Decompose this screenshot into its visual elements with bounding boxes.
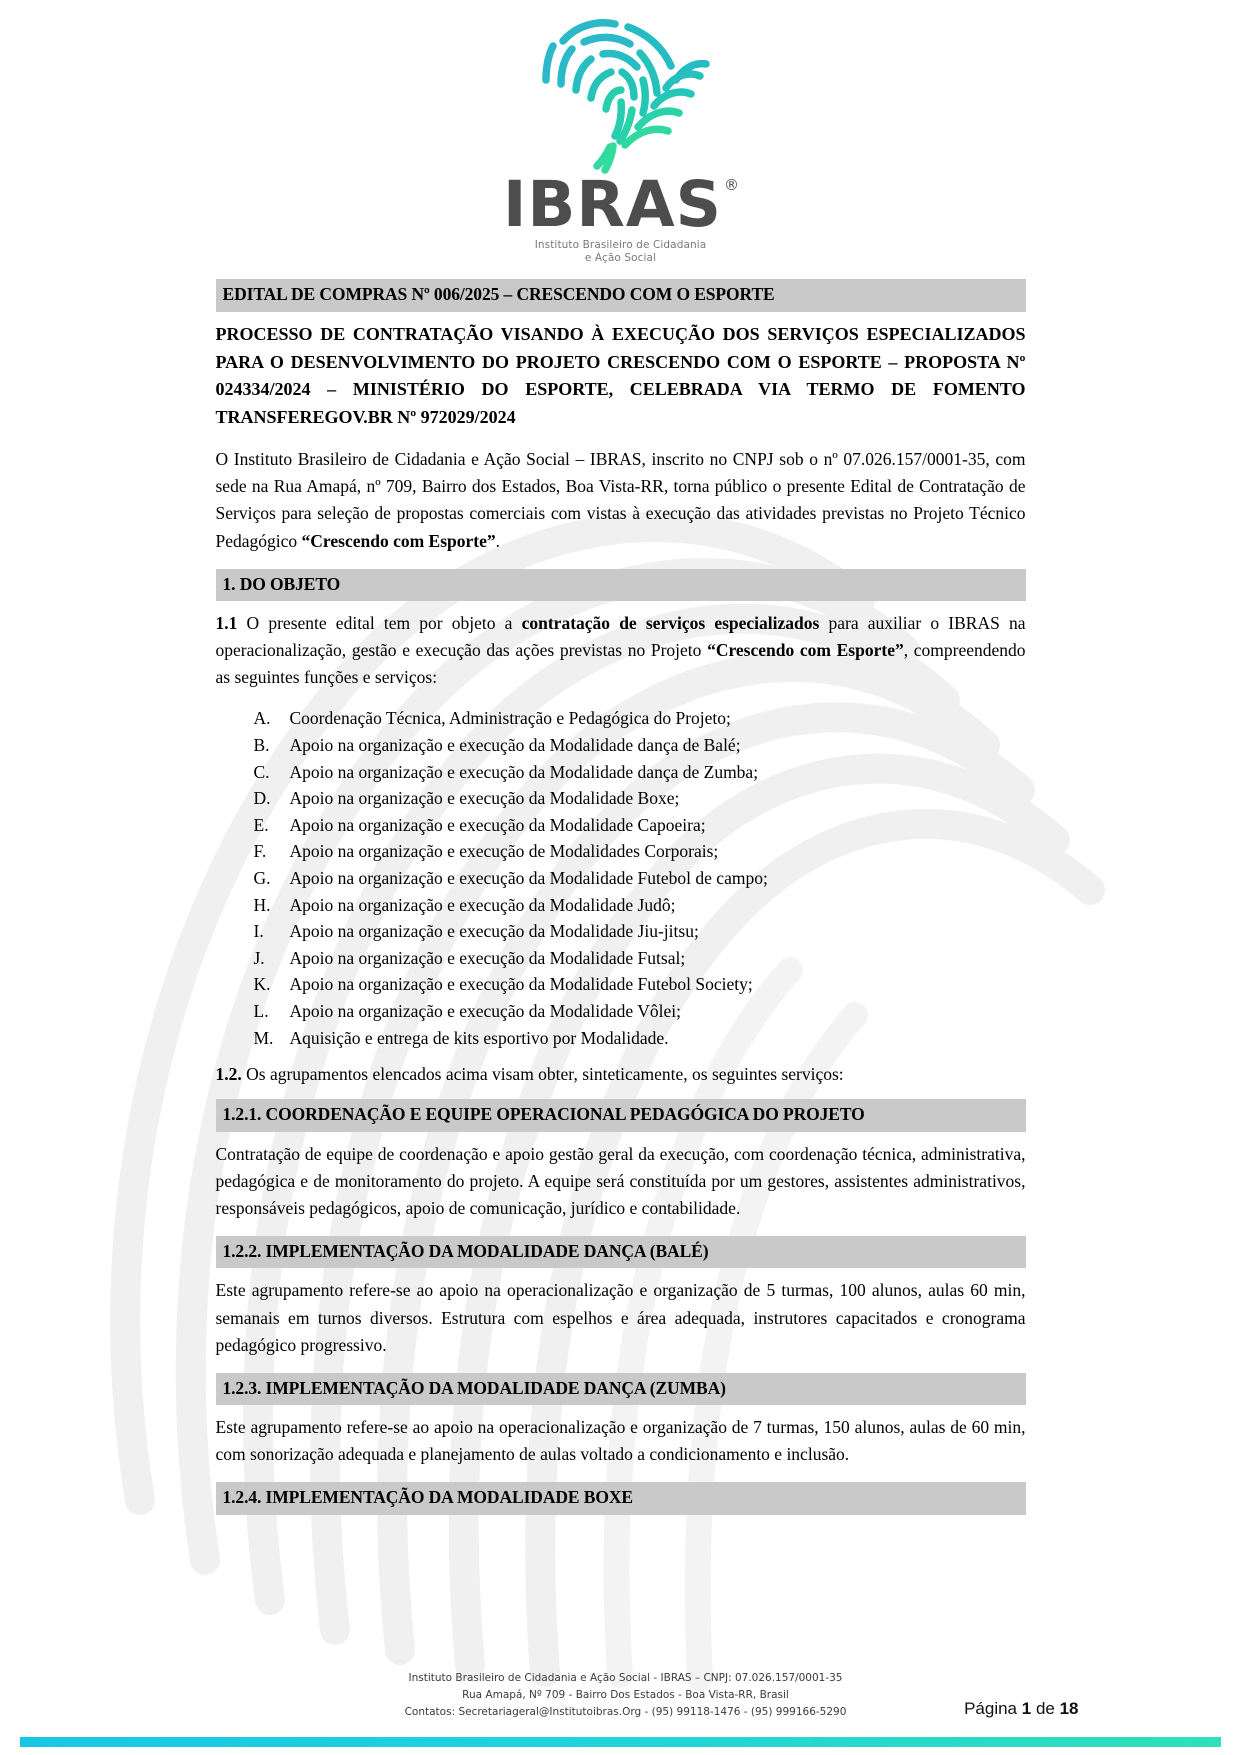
list-item <box>216 732 1026 759</box>
list-item-marker: K. <box>253 974 271 995</box>
list-item <box>216 838 1026 865</box>
ibras-logo <box>0 0 1241 265</box>
list-item-marker: A. <box>253 708 271 729</box>
list-item-text: Apoio na organização e execução da Modalidade dança de Zumba; <box>289 761 759 782</box>
list-item-marker: B. <box>253 735 270 756</box>
list-item-marker: D. <box>253 788 271 809</box>
list-item-text: Apoio na organização e execução da Modalidade Boxe; <box>289 788 680 809</box>
list-item-marker: L. <box>253 1000 269 1021</box>
paragraph-1-1-part2: para auxiliar o IBRAS na operacionalização, gestão e execução das ações previstas no Projeto <box>215 613 1026 661</box>
logo-tagline <box>0 239 1241 265</box>
paragraph-1-1-number: 1.1 <box>215 613 238 634</box>
intro-part1: O Instituto Brasileiro de Cidadania e Ação Social – IBRAS, inscrito no CNPJ sob o nº 07.026.157/0001-35, com sede na Rua Amapá, nº 709, Bairro dos Estados, Boa Vista-RR, torna público o presente Edital de Contratação de Serviços para seleção de propostas comerciais com vistas à execução das atividades previstas no Projeto Técnico Pedagógico <box>215 449 1026 551</box>
section-band-do-objeto: 1. DO OBJETO <box>216 569 1026 601</box>
list-item-text: Apoio na organização e execução da Modalidade Futsal; <box>289 947 686 968</box>
paragraph-1-1-bold2: “Crescendo com Esporte” <box>707 640 904 661</box>
section-band-1-2-4: 1.2.4. IMPLEMENTAÇÃO DA MODALIDADE BOXE <box>216 1482 1026 1514</box>
list-item-text: Apoio na organização e execução da Modalidade Capoeira; <box>289 814 706 835</box>
paragraph-1-2-text: Os agrupamentos elencados acima visam obter, sinteticamente, os seguintes serviços: <box>241 1064 844 1085</box>
footer-line-2: Rua Amapá, Nº 709 - Bairro Dos Estados - Boa Vista-RR, Brasil <box>462 1689 789 1701</box>
list-item <box>216 971 1026 998</box>
list-item-marker: H. <box>253 894 271 915</box>
paragraph-1-1-part3: , compreendendo as seguintes funções e serviços: <box>215 640 1026 688</box>
list-item <box>216 945 1026 972</box>
paragraph-1-2 <box>216 1061 1026 1088</box>
page-indicator <box>964 1699 1078 1719</box>
intro-part2: . <box>495 530 500 551</box>
intro-paragraph <box>216 446 1026 555</box>
list-item-marker: I. <box>253 921 264 942</box>
list-item <box>216 998 1026 1025</box>
document-content <box>216 265 1026 1515</box>
list-item-marker: F. <box>253 841 267 862</box>
list-item-marker: J. <box>253 947 265 968</box>
logo-tagline-line1: Instituto Brasileiro de Cidadania <box>534 239 707 251</box>
paragraph-1-2-3-body: Este agrupamento refere-se ao apoio na operacionalização e organização de 7 turmas, 150 alunos, aulas de 60 min, com sonorização adequada e planejamento de aulas voltado a condicionamento e inclusão. <box>215 1417 1026 1465</box>
logo-tagline-line2: e Ação Social <box>584 252 657 265</box>
list-item <box>216 759 1026 786</box>
list-item <box>216 785 1026 812</box>
title-paragraph: PROCESSO DE CONTRATAÇÃO VISANDO À EXECUÇÃO DOS SERVIÇOS ESPECIALIZADOS PARA O DESENVOLVIMENTO DO PROJETO CRESCENDO COM O ESPORTE – PROPOSTA Nº 024334/2024 – MINISTÉRIO DO ESPORTE, CELEBRADA VIA TERMO DE FOMENTO TRANSFEREGOV.BR Nº 972029/2024 <box>215 323 1026 428</box>
section-band-1-2-1: 1.2.1. COORDENAÇÃO E EQUIPE OPERACIONAL PEDAGÓGICA DO PROJETO <box>216 1099 1026 1131</box>
list-item-marker: G. <box>253 868 271 888</box>
list-item <box>216 812 1026 839</box>
intro-bold1: “Crescendo com Esporte” <box>301 530 496 551</box>
list-item-text: Coordenação Técnica, Administração e Pedagógica do Projeto; <box>289 708 731 729</box>
list-item-marker: M. <box>253 1027 274 1048</box>
list-item <box>216 865 1026 892</box>
paragraph-1-2-2-body: Este agrupamento refere-se ao apoio na operacionalização e organização de 5 turmas, 100 alunos, aulas 60 min, semanais em turnos diversos. Estrutura com espelhos e área adequada, instrutores capacitados e cronograma pedagógico progressivo. <box>215 1280 1026 1355</box>
list-item <box>216 918 1026 945</box>
list-item <box>216 892 1026 919</box>
section-band-1-2-2: 1.2.2. IMPLEMENTAÇÃO DA MODALIDADE DANÇA (BALÉ) <box>216 1236 1026 1268</box>
page-footer <box>0 1670 1241 1721</box>
objeto-items-list <box>216 705 1026 1051</box>
list-item-text: Apoio na organização e execução da Modalidade Judô; <box>289 894 676 915</box>
list-item-text: Apoio na organização e execução da Modalidade Vôlei; <box>289 1000 681 1021</box>
registered-mark: ® <box>724 176 741 194</box>
fingerprint-icon <box>516 14 726 179</box>
list-item-text: Aquisição e entrega de kits esportivo por Modalidade. <box>289 1027 669 1048</box>
edital-header-band: EDITAL DE COMPRAS Nº 006/2025 – CRESCENDO COM O ESPORTE <box>216 279 1026 311</box>
page-middle: de <box>1031 1699 1060 1718</box>
section-band-1-2-3: 1.2.3. IMPLEMENTAÇÃO DA MODALIDADE DANÇA (ZUMBA) <box>216 1373 1026 1405</box>
logo-wordmark-text: IBRAS <box>502 168 723 241</box>
page-number: 1 <box>1021 1699 1032 1718</box>
list-item-text: Apoio na organização e execução da Modalidade Jiu-jitsu; <box>289 921 699 942</box>
page-prefix: Página <box>964 1699 1022 1718</box>
logo-wordmark <box>502 168 741 241</box>
list-item <box>216 705 1026 732</box>
list-item <box>216 1025 1026 1052</box>
bottom-accent-bar <box>20 1737 1221 1747</box>
list-item-text: Apoio na organização e execução da Modalidade dança de Balé; <box>289 735 741 756</box>
paragraph-1-2-1-body: Contratação de equipe de coordenação e apoio gestão geral da execução, com coordenação técnica, administrativa, pedagógica e de monitoramento do projeto. A equipe será constituída por um gestores, assistentes administrativos, responsáveis pedagógicos, apoio de comunicação, jurídico e contabilidade. <box>215 1143 1026 1218</box>
list-item-text: Apoio na organização e execução da Modalidade Futebol Society; <box>289 974 753 995</box>
footer-line-1: Instituto Brasileiro de Cidadania e Ação Social - IBRAS – CNPJ: 07.026.157/0001-35 <box>408 1672 843 1684</box>
page-total: 18 <box>1059 1699 1079 1718</box>
footer-line-3: Contatos: Secretariageral@Institutoibras.Org - (95) 99118-1476 - (95) 999166-5290 <box>404 1706 847 1718</box>
paragraph-1-1-bold1: contratação de serviços especializados <box>521 613 820 634</box>
list-item-marker: C. <box>253 761 270 782</box>
paragraph-1-2-number: 1.2. <box>215 1064 242 1085</box>
list-item-text: Apoio na organização e execução da Modalidade Futebol de campo; <box>289 868 768 888</box>
list-item-text: Apoio na organização e execução de Modalidades Corporais; <box>289 841 719 862</box>
paragraph-1-1-part1: O presente edital tem por objeto a <box>237 613 522 634</box>
list-item-marker: E. <box>253 814 269 835</box>
paragraph-1-1 <box>216 610 1026 691</box>
